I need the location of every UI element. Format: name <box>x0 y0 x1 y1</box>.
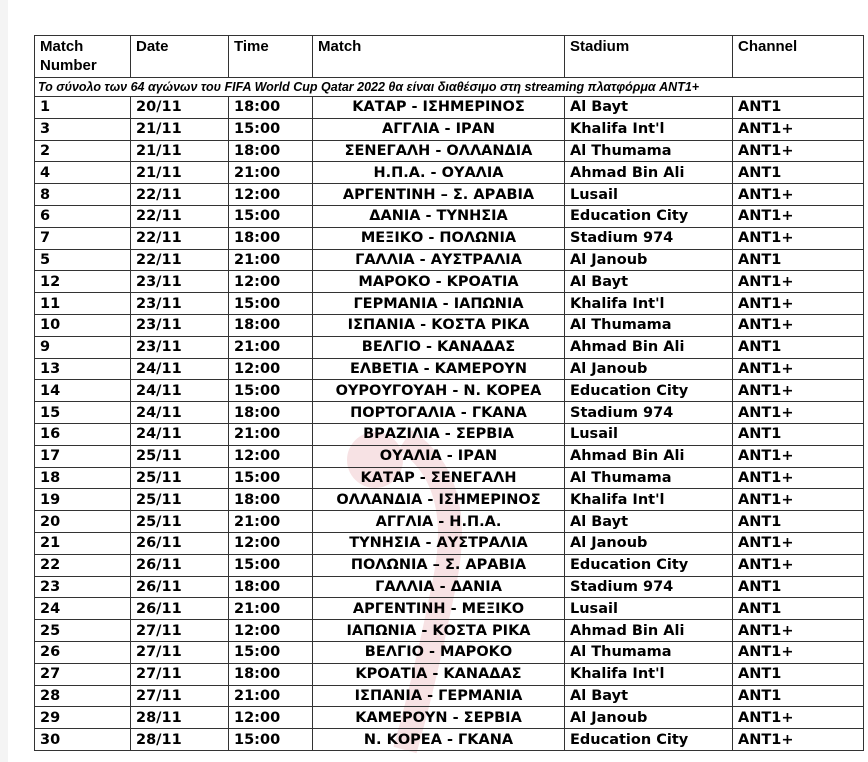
table-row <box>35 685 864 707</box>
table-row <box>35 184 864 206</box>
cell-match-number: 28 <box>35 685 131 707</box>
cell-time: 18:00 <box>229 402 313 424</box>
cell-date: 23/11 <box>131 293 229 315</box>
cell-time: 15:00 <box>229 729 313 751</box>
cell-time: 21:00 <box>229 336 313 358</box>
cell-date: 21/11 <box>131 118 229 140</box>
table-row <box>35 380 864 402</box>
cell-date: 24/11 <box>131 423 229 445</box>
cell-match-number: 29 <box>35 707 131 729</box>
cell-match-number: 7 <box>35 227 131 249</box>
cell-match: ΓΕΡΜΑΝΙΑ - ΙΑΠΩΝΙΑ <box>313 293 565 315</box>
cell-match: ΔΑΝΙΑ - ΤΥΝΗΣΙΑ <box>313 205 565 227</box>
cell-channel: ANT1+ <box>733 554 864 576</box>
cell-match: ΟΥΑΛΙΑ - ΙΡΑΝ <box>313 445 565 467</box>
cell-channel: ANT1+ <box>733 402 864 424</box>
cell-time: 12:00 <box>229 445 313 467</box>
cell-channel: ANT1+ <box>733 532 864 554</box>
cell-stadium: Ahmad Bin Ali <box>565 336 733 358</box>
cell-match: ΑΓΓΛΙΑ - Η.Π.Α. <box>313 511 565 533</box>
cell-stadium: Al Thumama <box>565 467 733 489</box>
header-row <box>35 36 864 78</box>
cell-stadium: Ahmad Bin Ali <box>565 162 733 184</box>
cell-time: 12:00 <box>229 358 313 380</box>
table-row <box>35 227 864 249</box>
cell-stadium: Khalifa Int'l <box>565 293 733 315</box>
cell-match: Ν. ΚΟΡΕΑ - ΓΚΑΝΑ <box>313 729 565 751</box>
table-row <box>35 729 864 751</box>
cell-match: ΒΕΛΓΙΟ - ΚΑΝΑΔΑΣ <box>313 336 565 358</box>
cell-stadium: Khalifa Int'l <box>565 118 733 140</box>
cell-stadium: Education City <box>565 729 733 751</box>
table-row <box>35 97 864 119</box>
cell-channel: ANT1+ <box>733 227 864 249</box>
cell-stadium: Al Bayt <box>565 97 733 119</box>
cell-match: ΣΕΝΕΓΑΛΗ - ΟΛΛΑΝΔΙΑ <box>313 140 565 162</box>
cell-date: 26/11 <box>131 532 229 554</box>
cell-stadium: Stadium 974 <box>565 576 733 598</box>
cell-stadium: Al Janoub <box>565 532 733 554</box>
cell-match: ΑΡΓΕΝΤΙΝΗ – Σ. ΑΡΑΒΙΑ <box>313 184 565 206</box>
cell-time: 15:00 <box>229 467 313 489</box>
cell-channel: ANT1 <box>733 249 864 271</box>
header-match-number: Match Number <box>35 36 131 78</box>
cell-channel: ANT1 <box>733 576 864 598</box>
table-row <box>35 641 864 663</box>
cell-match-number: 5 <box>35 249 131 271</box>
cell-match: ΓΑΛΛΙΑ - ΔΑΝΙΑ <box>313 576 565 598</box>
cell-date: 21/11 <box>131 140 229 162</box>
cell-channel: ANT1+ <box>733 467 864 489</box>
cell-match: ΠΟΛΩΝΙΑ – Σ. ΑΡΑΒΙΑ <box>313 554 565 576</box>
table-row <box>35 140 864 162</box>
cell-channel: ANT1+ <box>733 293 864 315</box>
cell-match-number: 25 <box>35 620 131 642</box>
banner-row <box>35 78 864 97</box>
cell-date: 26/11 <box>131 598 229 620</box>
cell-time: 18:00 <box>229 227 313 249</box>
cell-match-number: 8 <box>35 184 131 206</box>
cell-match-number: 17 <box>35 445 131 467</box>
cell-stadium: Education City <box>565 205 733 227</box>
cell-match-number: 16 <box>35 423 131 445</box>
cell-date: 27/11 <box>131 685 229 707</box>
cell-match: ΑΓΓΛΙΑ - ΙΡΑΝ <box>313 118 565 140</box>
cell-match-number: 1 <box>35 97 131 119</box>
table-row <box>35 293 864 315</box>
cell-match-number: 27 <box>35 663 131 685</box>
cell-date: 21/11 <box>131 162 229 184</box>
cell-match: ΜΕΞΙΚΟ - ΠΟΛΩΝΙΑ <box>313 227 565 249</box>
cell-match-number: 21 <box>35 532 131 554</box>
cell-match: ΙΑΠΩΝΙΑ - ΚΟΣΤΑ ΡΙΚΑ <box>313 620 565 642</box>
cell-stadium: Al Thumama <box>565 314 733 336</box>
cell-match: ΜΑΡΟΚΟ - ΚΡΟΑΤΙΑ <box>313 271 565 293</box>
cell-time: 21:00 <box>229 598 313 620</box>
cell-date: 27/11 <box>131 641 229 663</box>
cell-match: ΠΟΡΤΟΓΑΛΙΑ - ΓΚΑΝΑ <box>313 402 565 424</box>
cell-channel: ANT1+ <box>733 140 864 162</box>
cell-channel: ANT1+ <box>733 358 864 380</box>
cell-match-number: 18 <box>35 467 131 489</box>
cell-match-number: 22 <box>35 554 131 576</box>
cell-date: 25/11 <box>131 511 229 533</box>
table-row <box>35 554 864 576</box>
streaming-notice: Το σύνολο των 64 αγώνων του FIFA World Cup Qatar 2022 θα είναι διαθέσιμο στη streaming πλατφόρμα ANT1+ <box>35 78 864 97</box>
cell-match-number: 12 <box>35 271 131 293</box>
cell-stadium: Al Thumama <box>565 641 733 663</box>
cell-time: 21:00 <box>229 162 313 184</box>
cell-stadium: Al Bayt <box>565 511 733 533</box>
cell-match: Η.Π.Α. - ΟΥΑΛΙΑ <box>313 162 565 184</box>
cell-time: 15:00 <box>229 554 313 576</box>
table-row <box>35 271 864 293</box>
cell-match: ΒΡΑΖΙΛΙΑ - ΣΕΡΒΙΑ <box>313 423 565 445</box>
cell-date: 22/11 <box>131 205 229 227</box>
table-row <box>35 402 864 424</box>
cell-channel: ANT1+ <box>733 445 864 467</box>
cell-match: ΑΡΓΕΝΤΙΝΗ - ΜΕΞΙΚΟ <box>313 598 565 620</box>
cell-match-number: 24 <box>35 598 131 620</box>
cell-match-number: 15 <box>35 402 131 424</box>
cell-date: 24/11 <box>131 380 229 402</box>
table-row <box>35 423 864 445</box>
cell-match-number: 4 <box>35 162 131 184</box>
cell-match: ΤΥΝΗΣΙΑ - ΑΥΣΤΡΑΛΙΑ <box>313 532 565 554</box>
cell-match-number: 23 <box>35 576 131 598</box>
cell-channel: ANT1 <box>733 685 864 707</box>
cell-stadium: Al Bayt <box>565 271 733 293</box>
cell-match-number: 30 <box>35 729 131 751</box>
cell-date: 22/11 <box>131 227 229 249</box>
cell-match-number: 13 <box>35 358 131 380</box>
table-row <box>35 707 864 729</box>
cell-time: 12:00 <box>229 532 313 554</box>
cell-channel: ANT1+ <box>733 118 864 140</box>
table-row <box>35 249 864 271</box>
cell-stadium: Khalifa Int'l <box>565 489 733 511</box>
cell-time: 12:00 <box>229 184 313 206</box>
table-row <box>35 663 864 685</box>
cell-stadium: Stadium 974 <box>565 227 733 249</box>
cell-date: 23/11 <box>131 314 229 336</box>
cell-match-number: 2 <box>35 140 131 162</box>
cell-date: 27/11 <box>131 620 229 642</box>
cell-stadium: Al Thumama <box>565 140 733 162</box>
cell-channel: ANT1+ <box>733 489 864 511</box>
table-row <box>35 336 864 358</box>
cell-match: ΟΛΛΑΝΔΙΑ - ΙΣΗΜΕΡΙΝΟΣ <box>313 489 565 511</box>
cell-channel: ANT1 <box>733 511 864 533</box>
cell-time: 15:00 <box>229 205 313 227</box>
cell-match-number: 11 <box>35 293 131 315</box>
cell-stadium: Al Janoub <box>565 249 733 271</box>
cell-channel: ANT1+ <box>733 184 864 206</box>
table-row <box>35 576 864 598</box>
cell-channel: ANT1+ <box>733 729 864 751</box>
cell-match-number: 20 <box>35 511 131 533</box>
cell-date: 22/11 <box>131 184 229 206</box>
cell-stadium: Ahmad Bin Ali <box>565 445 733 467</box>
cell-date: 25/11 <box>131 489 229 511</box>
cell-time: 18:00 <box>229 314 313 336</box>
cell-time: 18:00 <box>229 97 313 119</box>
table-row <box>35 118 864 140</box>
world-cup-schedule-table <box>34 35 864 751</box>
cell-time: 21:00 <box>229 249 313 271</box>
cell-stadium: Khalifa Int'l <box>565 663 733 685</box>
cell-channel: ANT1 <box>733 423 864 445</box>
cell-date: 26/11 <box>131 554 229 576</box>
table-row <box>35 489 864 511</box>
cell-time: 15:00 <box>229 293 313 315</box>
cell-stadium: Ahmad Bin Ali <box>565 620 733 642</box>
table-row <box>35 598 864 620</box>
cell-match: ΟΥΡΟΥΓΟΥΑΗ - Ν. ΚΟΡΕΑ <box>313 380 565 402</box>
cell-channel: ANT1+ <box>733 707 864 729</box>
cell-channel: ANT1+ <box>733 314 864 336</box>
cell-match-number: 9 <box>35 336 131 358</box>
cell-match: ΚΑΜΕΡΟΥΝ - ΣΕΡΒΙΑ <box>313 707 565 729</box>
table-row <box>35 445 864 467</box>
cell-stadium: Al Bayt <box>565 685 733 707</box>
cell-match: ΚΑΤΑΡ - ΣΕΝΕΓΑΛΗ <box>313 467 565 489</box>
cell-date: 24/11 <box>131 358 229 380</box>
cell-date: 27/11 <box>131 663 229 685</box>
cell-channel: ANT1+ <box>733 205 864 227</box>
cell-match: ΙΣΠΑΝΙΑ - ΚΟΣΤΑ ΡΙΚΑ <box>313 314 565 336</box>
cell-time: 18:00 <box>229 576 313 598</box>
cell-time: 15:00 <box>229 118 313 140</box>
cell-time: 18:00 <box>229 663 313 685</box>
cell-date: 28/11 <box>131 729 229 751</box>
header-match: Match <box>313 36 565 78</box>
table-row <box>35 511 864 533</box>
table-row <box>35 358 864 380</box>
cell-match-number: 6 <box>35 205 131 227</box>
cell-stadium: Lusail <box>565 598 733 620</box>
cell-date: 25/11 <box>131 467 229 489</box>
cell-time: 15:00 <box>229 641 313 663</box>
cell-time: 21:00 <box>229 685 313 707</box>
cell-time: 21:00 <box>229 423 313 445</box>
cell-match: ΕΛΒΕΤΙΑ - ΚΑΜΕΡΟΥΝ <box>313 358 565 380</box>
cell-date: 25/11 <box>131 445 229 467</box>
cell-match-number: 14 <box>35 380 131 402</box>
cell-stadium: Al Janoub <box>565 707 733 729</box>
table-row <box>35 162 864 184</box>
cell-date: 24/11 <box>131 402 229 424</box>
table-row <box>35 205 864 227</box>
cell-match: ΙΣΠΑΝΙΑ - ΓΕΡΜΑΝΙΑ <box>313 685 565 707</box>
header-stadium: Stadium <box>565 36 733 78</box>
cell-date: 22/11 <box>131 249 229 271</box>
cell-stadium: Stadium 974 <box>565 402 733 424</box>
cell-stadium: Lusail <box>565 423 733 445</box>
cell-channel: ANT1+ <box>733 620 864 642</box>
table-row <box>35 314 864 336</box>
cell-channel: ANT1+ <box>733 641 864 663</box>
cell-match-number: 10 <box>35 314 131 336</box>
table-row <box>35 620 864 642</box>
cell-date: 23/11 <box>131 336 229 358</box>
cell-time: 18:00 <box>229 489 313 511</box>
cell-channel: ANT1 <box>733 598 864 620</box>
header-channel: Channel <box>733 36 864 78</box>
cell-channel: ANT1+ <box>733 380 864 402</box>
cell-match-number: 26 <box>35 641 131 663</box>
cell-channel: ANT1 <box>733 663 864 685</box>
cell-stadium: Al Janoub <box>565 358 733 380</box>
cell-match: ΓΑΛΛΙΑ - ΑΥΣΤΡΑΛΙΑ <box>313 249 565 271</box>
cell-stadium: Education City <box>565 380 733 402</box>
cell-time: 21:00 <box>229 511 313 533</box>
cell-match-number: 3 <box>35 118 131 140</box>
cell-time: 12:00 <box>229 707 313 729</box>
table-row <box>35 467 864 489</box>
header-date: Date <box>131 36 229 78</box>
cell-stadium: Lusail <box>565 184 733 206</box>
cell-match: ΒΕΛΓΙΟ - ΜΑΡΟΚΟ <box>313 641 565 663</box>
header-time: Time <box>229 36 313 78</box>
cell-channel: ANT1 <box>733 162 864 184</box>
table-row <box>35 532 864 554</box>
cell-date: 28/11 <box>131 707 229 729</box>
cell-match-number: 19 <box>35 489 131 511</box>
cell-time: 12:00 <box>229 271 313 293</box>
cell-channel: ANT1 <box>733 336 864 358</box>
cell-channel: ANT1 <box>733 97 864 119</box>
cell-time: 18:00 <box>229 140 313 162</box>
cell-match: ΚΑΤΑΡ - ΙΣΗΜΕΡΙΝΟΣ <box>313 97 565 119</box>
cell-channel: ANT1+ <box>733 271 864 293</box>
cell-time: 15:00 <box>229 380 313 402</box>
cell-time: 12:00 <box>229 620 313 642</box>
cell-date: 26/11 <box>131 576 229 598</box>
cell-match: ΚΡΟΑΤΙΑ - ΚΑΝΑΔΑΣ <box>313 663 565 685</box>
cell-date: 23/11 <box>131 271 229 293</box>
cell-date: 20/11 <box>131 97 229 119</box>
cell-stadium: Education City <box>565 554 733 576</box>
